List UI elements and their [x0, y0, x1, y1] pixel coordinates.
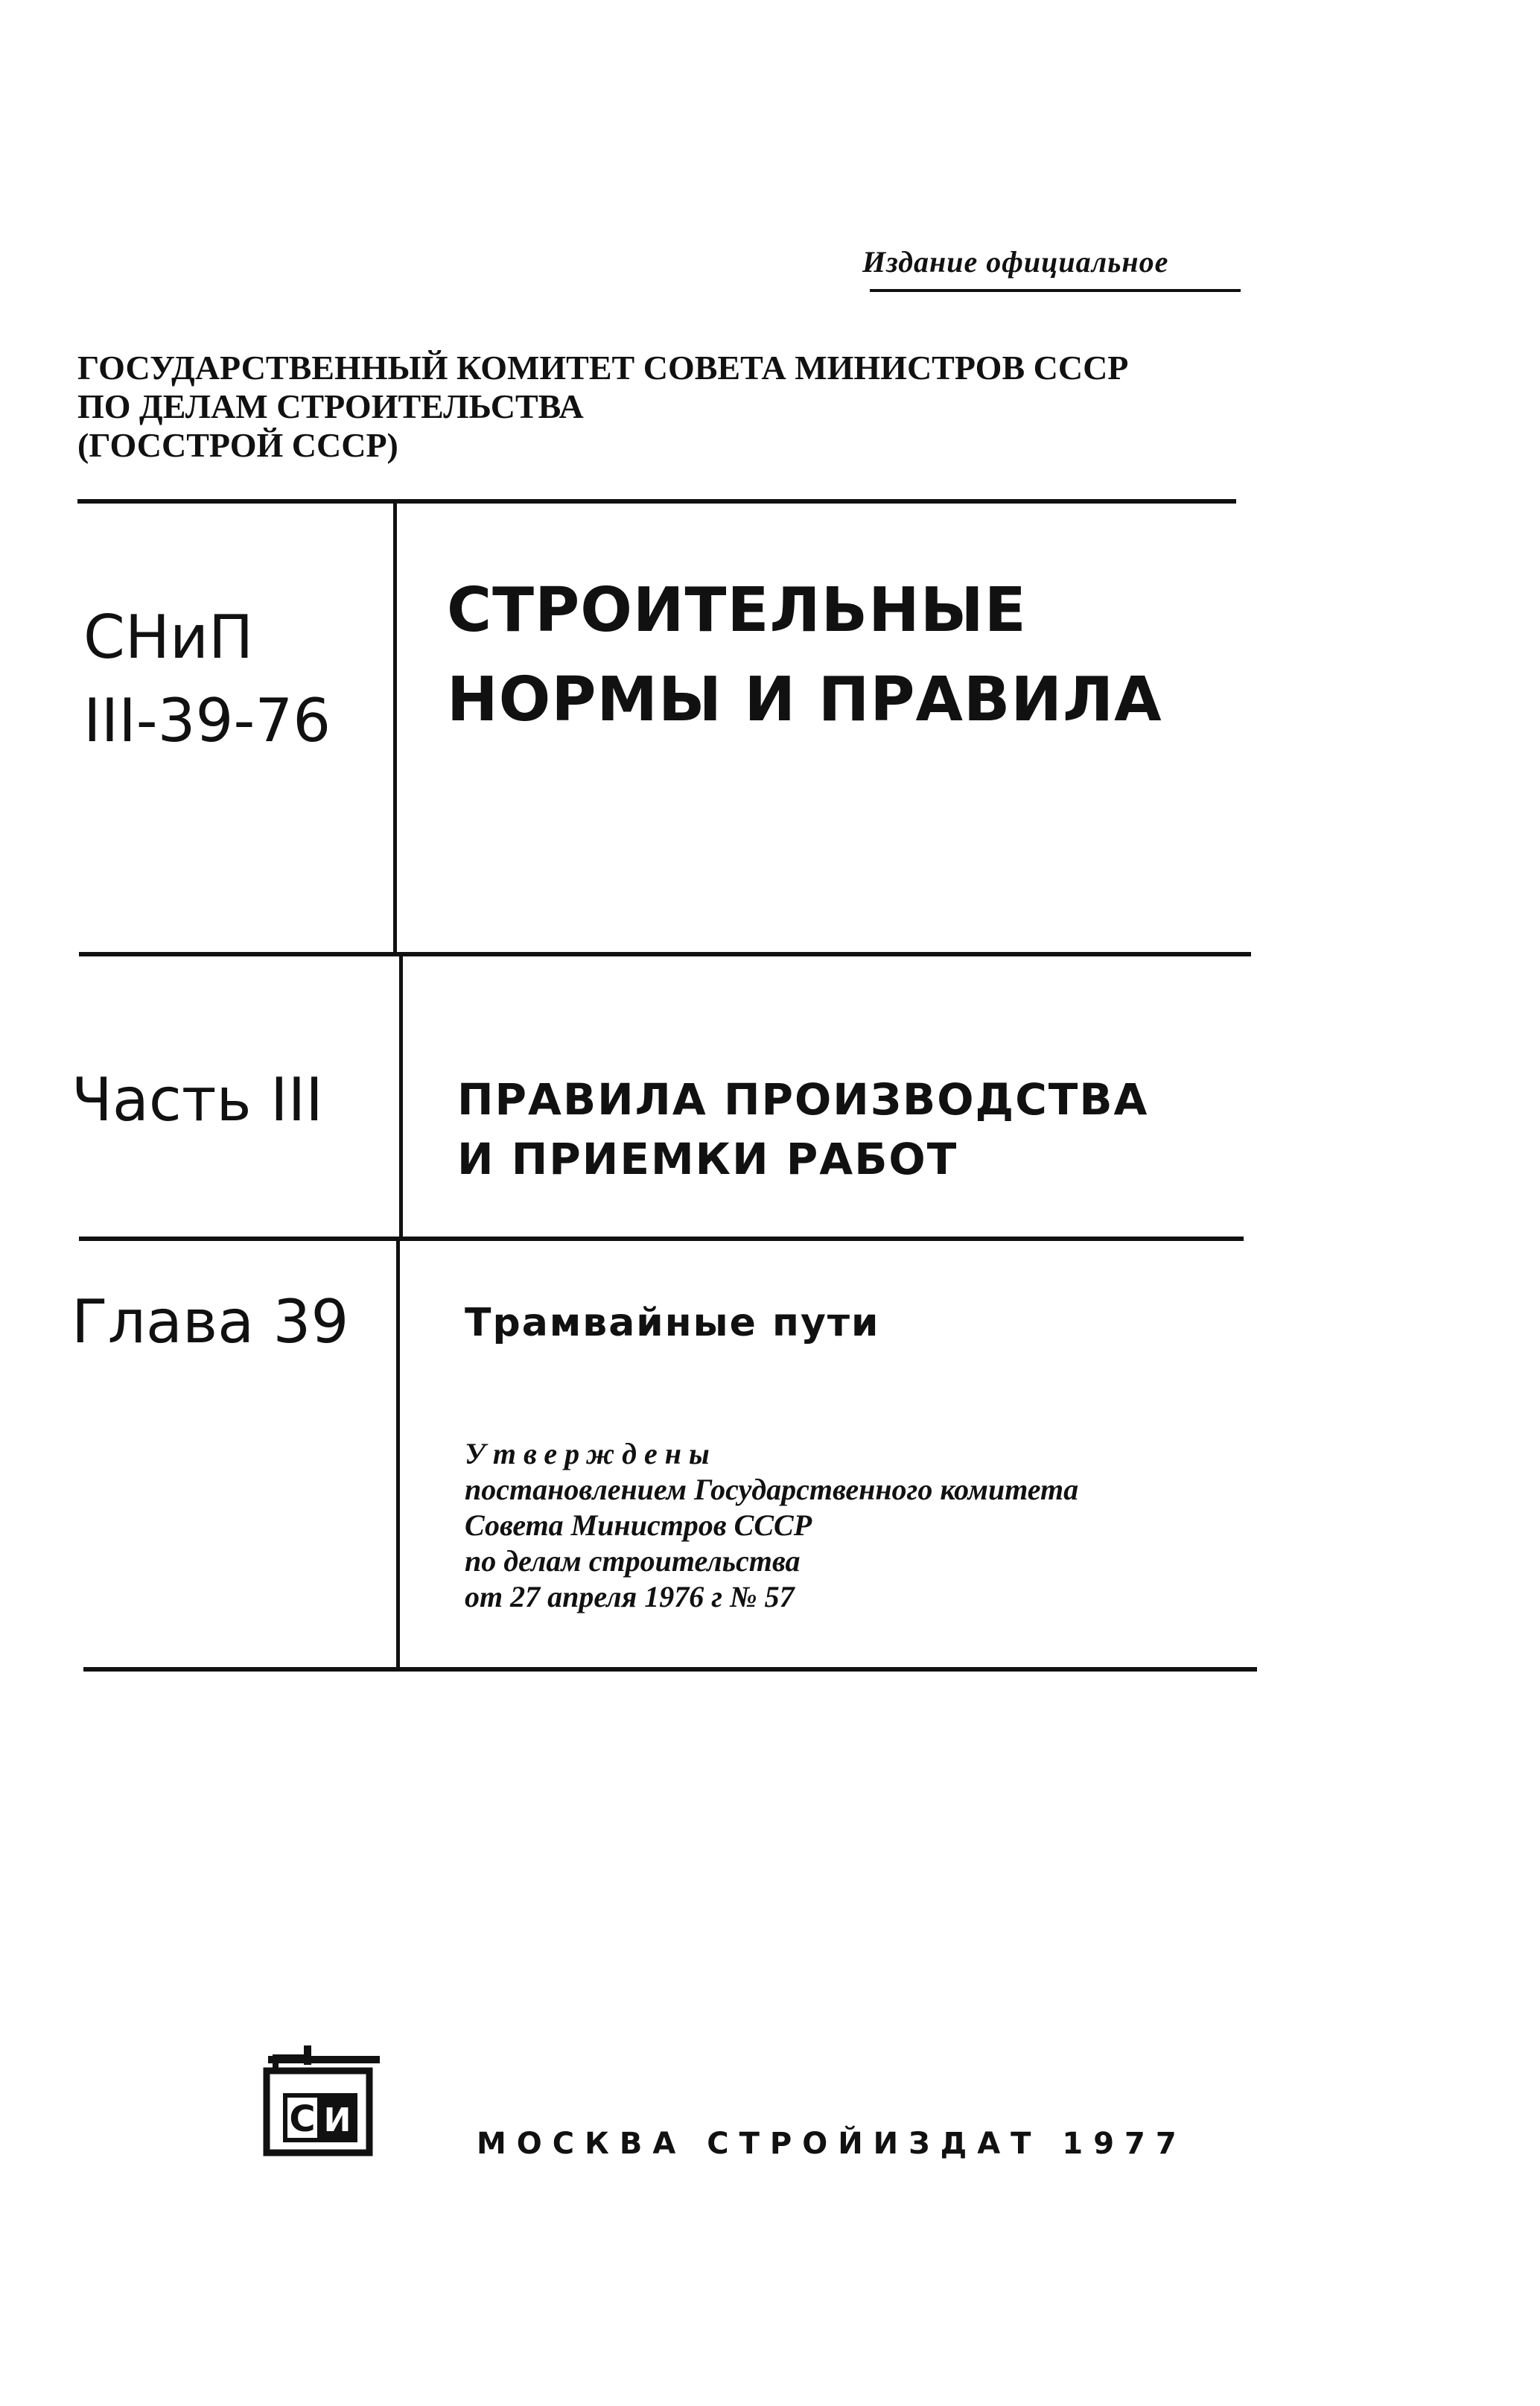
part-title-line: И ПРИЕМКИ РАБОТ [457, 1134, 958, 1184]
approval-line: Совета Министров СССР [465, 1508, 812, 1542]
approval-line: по делам строительства [465, 1544, 801, 1578]
column-divider [396, 1239, 400, 1669]
document-title [447, 566, 1162, 745]
approval-line: от 27 апреля 1976 г № 57 [465, 1580, 795, 1613]
publisher-logo [261, 2041, 380, 2160]
committee-line: ГОСУДАРСТВЕННЫЙ КОМИТЕТ СОВЕТА МИНИСТРОВ СССР [77, 349, 1129, 387]
column-divider [399, 955, 403, 1238]
document-code-line: СНиП [83, 603, 254, 672]
official-edition-underline [870, 289, 1241, 292]
publisher-logo-letter: С [289, 2098, 316, 2140]
part-label: Часть III [71, 1065, 323, 1134]
committee-line: (ГОССТРОЙ СССР) [77, 426, 398, 464]
document-code-line: III-39-76 [83, 686, 331, 755]
document-title-line: СТРОИТЕЛЬНЫЕ [447, 575, 1027, 646]
publisher-imprint: МОСКВА СТРОЙИЗДАТ 1977 [477, 2127, 1187, 2161]
column-divider [393, 501, 397, 952]
committee-name [77, 349, 1128, 465]
top-rule [77, 499, 1236, 504]
document-title-line: НОРМЫ И ПРАВИЛА [447, 664, 1162, 735]
official-edition-label: Издание официальное [862, 245, 1169, 279]
chapter-title: Трамвайные пути [465, 1301, 880, 1345]
committee-line: ПО ДЕЛАМ СТРОИТЕЛЬСТВА [77, 387, 584, 425]
document-code [83, 596, 331, 763]
chapter-label: Глава 39 [71, 1287, 349, 1356]
part-title-line: ПРАВИЛА ПРОИЗВОДСТВА [457, 1074, 1149, 1125]
publisher-logo-letter: И [323, 2101, 351, 2139]
rule-after-part [79, 1237, 1244, 1241]
approval-heading: Утверждены [465, 1437, 717, 1470]
bottom-rule [83, 1667, 1257, 1672]
part-title [457, 1070, 1148, 1189]
approval-line: постановлением Государственного комитета [465, 1473, 1079, 1506]
rule-after-title [79, 952, 1251, 956]
approval-block [465, 1436, 1078, 1615]
